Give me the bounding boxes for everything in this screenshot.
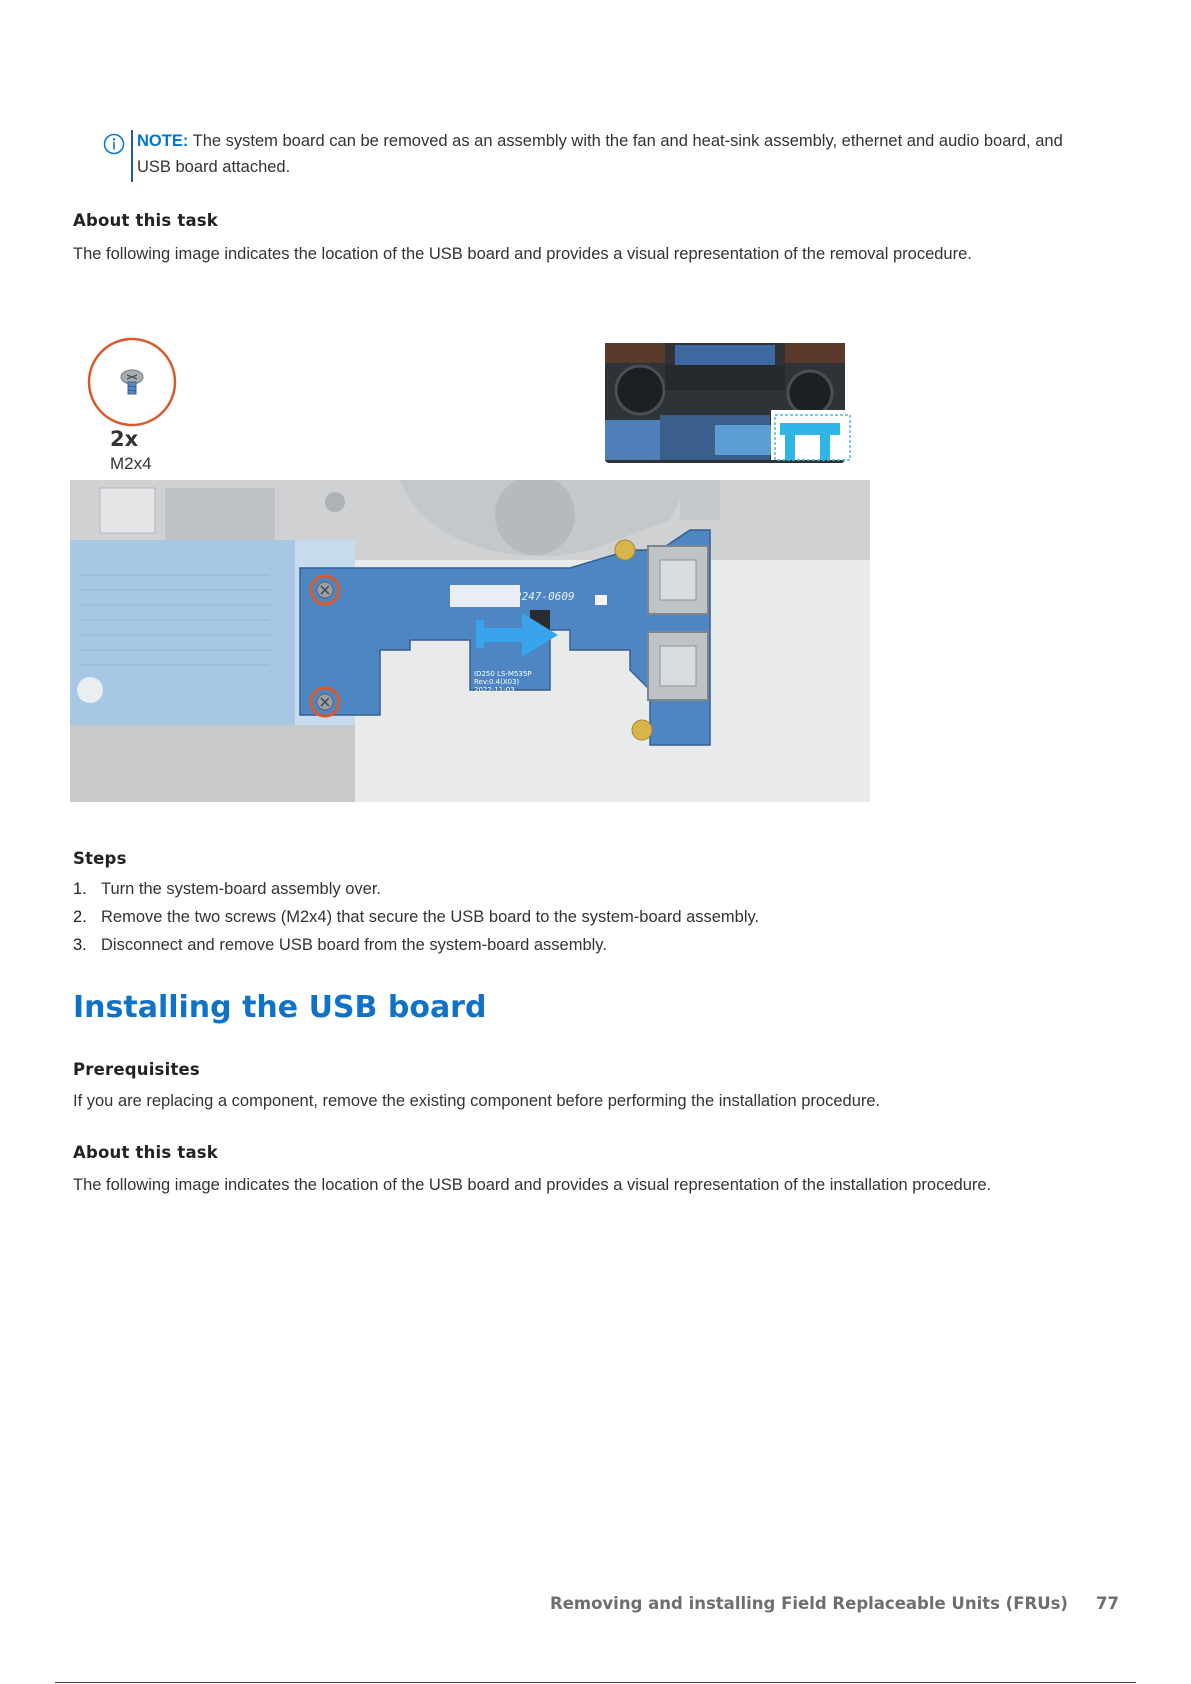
step-item [73, 936, 973, 964]
usb-board-photo [70, 480, 870, 802]
about-task-text: The following image indicates the location of the USB board and provides a visual representation of the removal procedure. [73, 245, 972, 263]
footer-rule [55, 1682, 1136, 1683]
step-number: 3. [73, 936, 87, 954]
step-text: Remove the two screws (M2x4) that secure the USB board to the system-board assembly. [101, 908, 760, 926]
prerequisites-heading: Prerequisites [73, 1060, 200, 1079]
note-text [137, 128, 1087, 180]
board-rev-label: Rev:0.4(X03) [474, 678, 520, 686]
board-print-label: 2247-0609 [515, 590, 575, 603]
prerequisites-text: If you are replacing a component, remove the existing component before performing the installation procedure. [73, 1092, 881, 1110]
step-number: 1. [73, 880, 87, 898]
steps-heading: Steps [73, 849, 127, 868]
steps-list [73, 880, 973, 964]
board-date-label: 2022-11-03 [474, 686, 515, 694]
screw-icon [85, 335, 180, 430]
screw-type: M2x4 [110, 454, 152, 473]
step-item [73, 908, 973, 936]
note-label: NOTE: [137, 132, 189, 150]
step-text: Disconnect and remove USB board from the system-board assembly. [101, 936, 607, 954]
note-body: The system board can be removed as an assembly with the fan and heat-sink assembly, ethernet and audio board, and USB board attached. [137, 132, 1063, 176]
info-icon [103, 133, 125, 155]
usb-board-removal-figure [70, 330, 870, 810]
about-task-heading: About this task [73, 211, 218, 230]
page-number: 77 [1096, 1594, 1119, 1613]
board-model-label: ID250 LS-M535P [474, 670, 532, 678]
install-about-text: The following image indicates the location of the USB board and provides a visual representation of the installation procedure. [73, 1176, 992, 1194]
install-about-heading: About this task [73, 1143, 218, 1162]
system-board-overview-thumbnail [595, 335, 855, 470]
step-text: Turn the system-board assembly over. [101, 880, 382, 898]
section-title: Installing the USB board [73, 990, 487, 1025]
step-item [73, 880, 973, 908]
step-number: 2. [73, 908, 87, 926]
footer-chapter-title: Removing and installing Field Replaceable Units (FRUs) [550, 1594, 1068, 1613]
note-divider [131, 130, 133, 182]
screw-count: 2x [110, 427, 139, 451]
